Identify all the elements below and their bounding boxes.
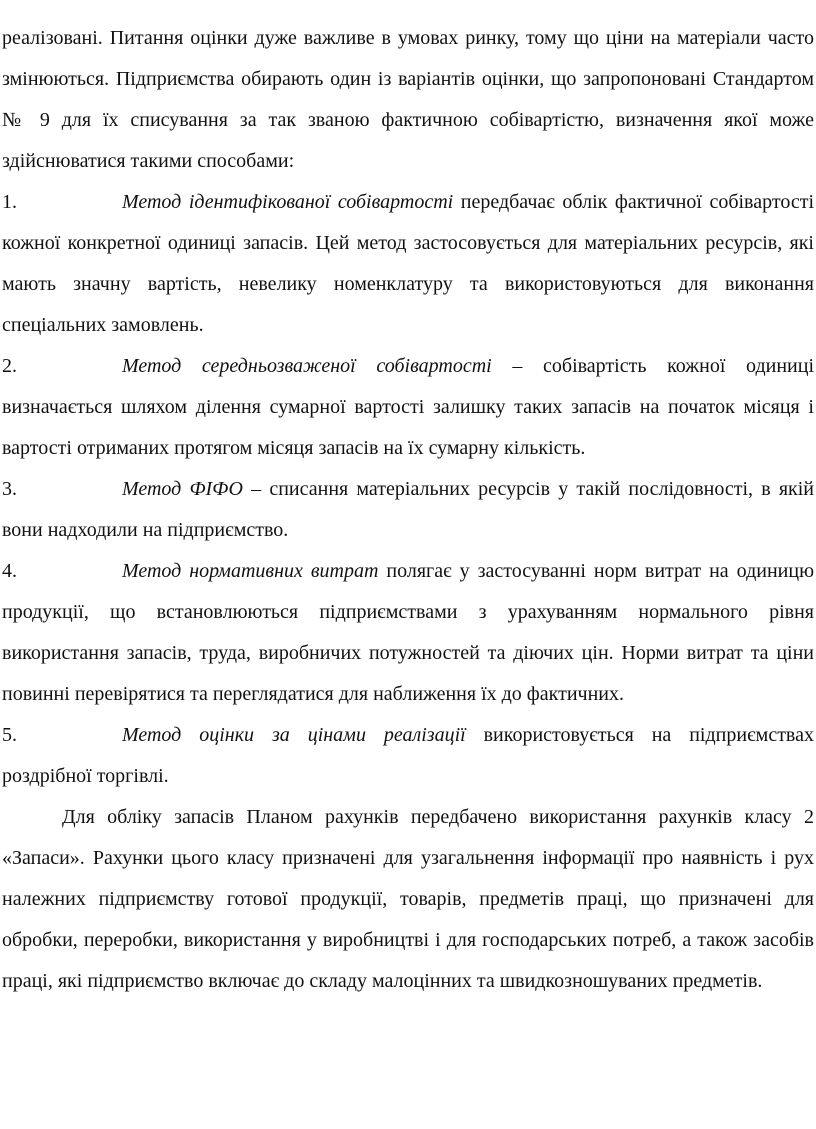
list-item-number: 4.	[2, 560, 17, 582]
method-description: – собівартість кожної одиниці визначається шляхом ділення сумарної вартості залишку таких запасів на початок місяця і вартості отриманих протягом місяця запасів на їх сумарну кількість.	[2, 355, 814, 459]
method-description: передбачає облік фактичної собівартості кожної конкретної одиниці запасів. Цей метод застосовується для матеріальних ресурсів, які мають значну вартість, невелику номенклатуру та використовуються для виконання спеціальних замовлень.	[2, 191, 814, 336]
list-item-4	[2, 551, 814, 715]
method-description: полягає у застосуванні норм витрат на одиницю продукції, що встановлюються підприємствами з урахуванням нормального рівня використання запасів, труда, виробничих потужностей та діючих цін. Норми витрат та ціни повинні перевірятися та переглядатися для наближення їх до фактичних.	[2, 560, 815, 705]
method-term: Метод нормативних витрат	[122, 560, 379, 582]
method-description: використовується на підприємствах роздрібної торгівлі.	[2, 724, 814, 787]
method-term: Метод оцінки за цінами реалізації	[122, 724, 466, 746]
method-term: Метод середньозваженої собівартості	[122, 355, 492, 377]
closing-paragraph: Для обліку запасів Планом рахунків передбачено використання рахунків класу 2 «Запаси». Рахунки цього класу призначені для узагальнення інформації про наявність і рух належних підприємству готової продукції, товарів, предметів праці, що призначені для обробки, переробки, використання у виробництві і для господарських потреб, а також засобів праці, які підприємство включає до складу малоцінних та швидкозношуваних предметів.	[2, 806, 814, 992]
intro-paragraph: реалізовані. Питання оцінки дуже важливе в умовах ринку, тому що ціни на матеріали часто змінюються. Підприємства обирають один із варіантів оцінки, що запропоновані Стандартом № 9 для їх списування за так званою фактичною собівартістю, визначення якої може здійснюватися такими способами:	[2, 27, 814, 172]
list-item-5	[2, 715, 814, 797]
list-item-number: 1.	[2, 191, 17, 213]
method-term: Метод ідентифікованої собівартості	[122, 191, 454, 213]
method-term: Метод ФІФО	[122, 478, 243, 500]
list-item-number: 3.	[2, 478, 17, 500]
method-description: – списання матеріальних ресурсів у такій послідовності, в якій вони надходили на підприємство.	[2, 478, 814, 541]
list-item-3	[2, 469, 814, 551]
list-item-number: 5.	[2, 724, 17, 746]
list-item-2	[2, 346, 814, 469]
list-item-number: 2.	[2, 355, 17, 377]
list-item-1	[2, 182, 814, 346]
